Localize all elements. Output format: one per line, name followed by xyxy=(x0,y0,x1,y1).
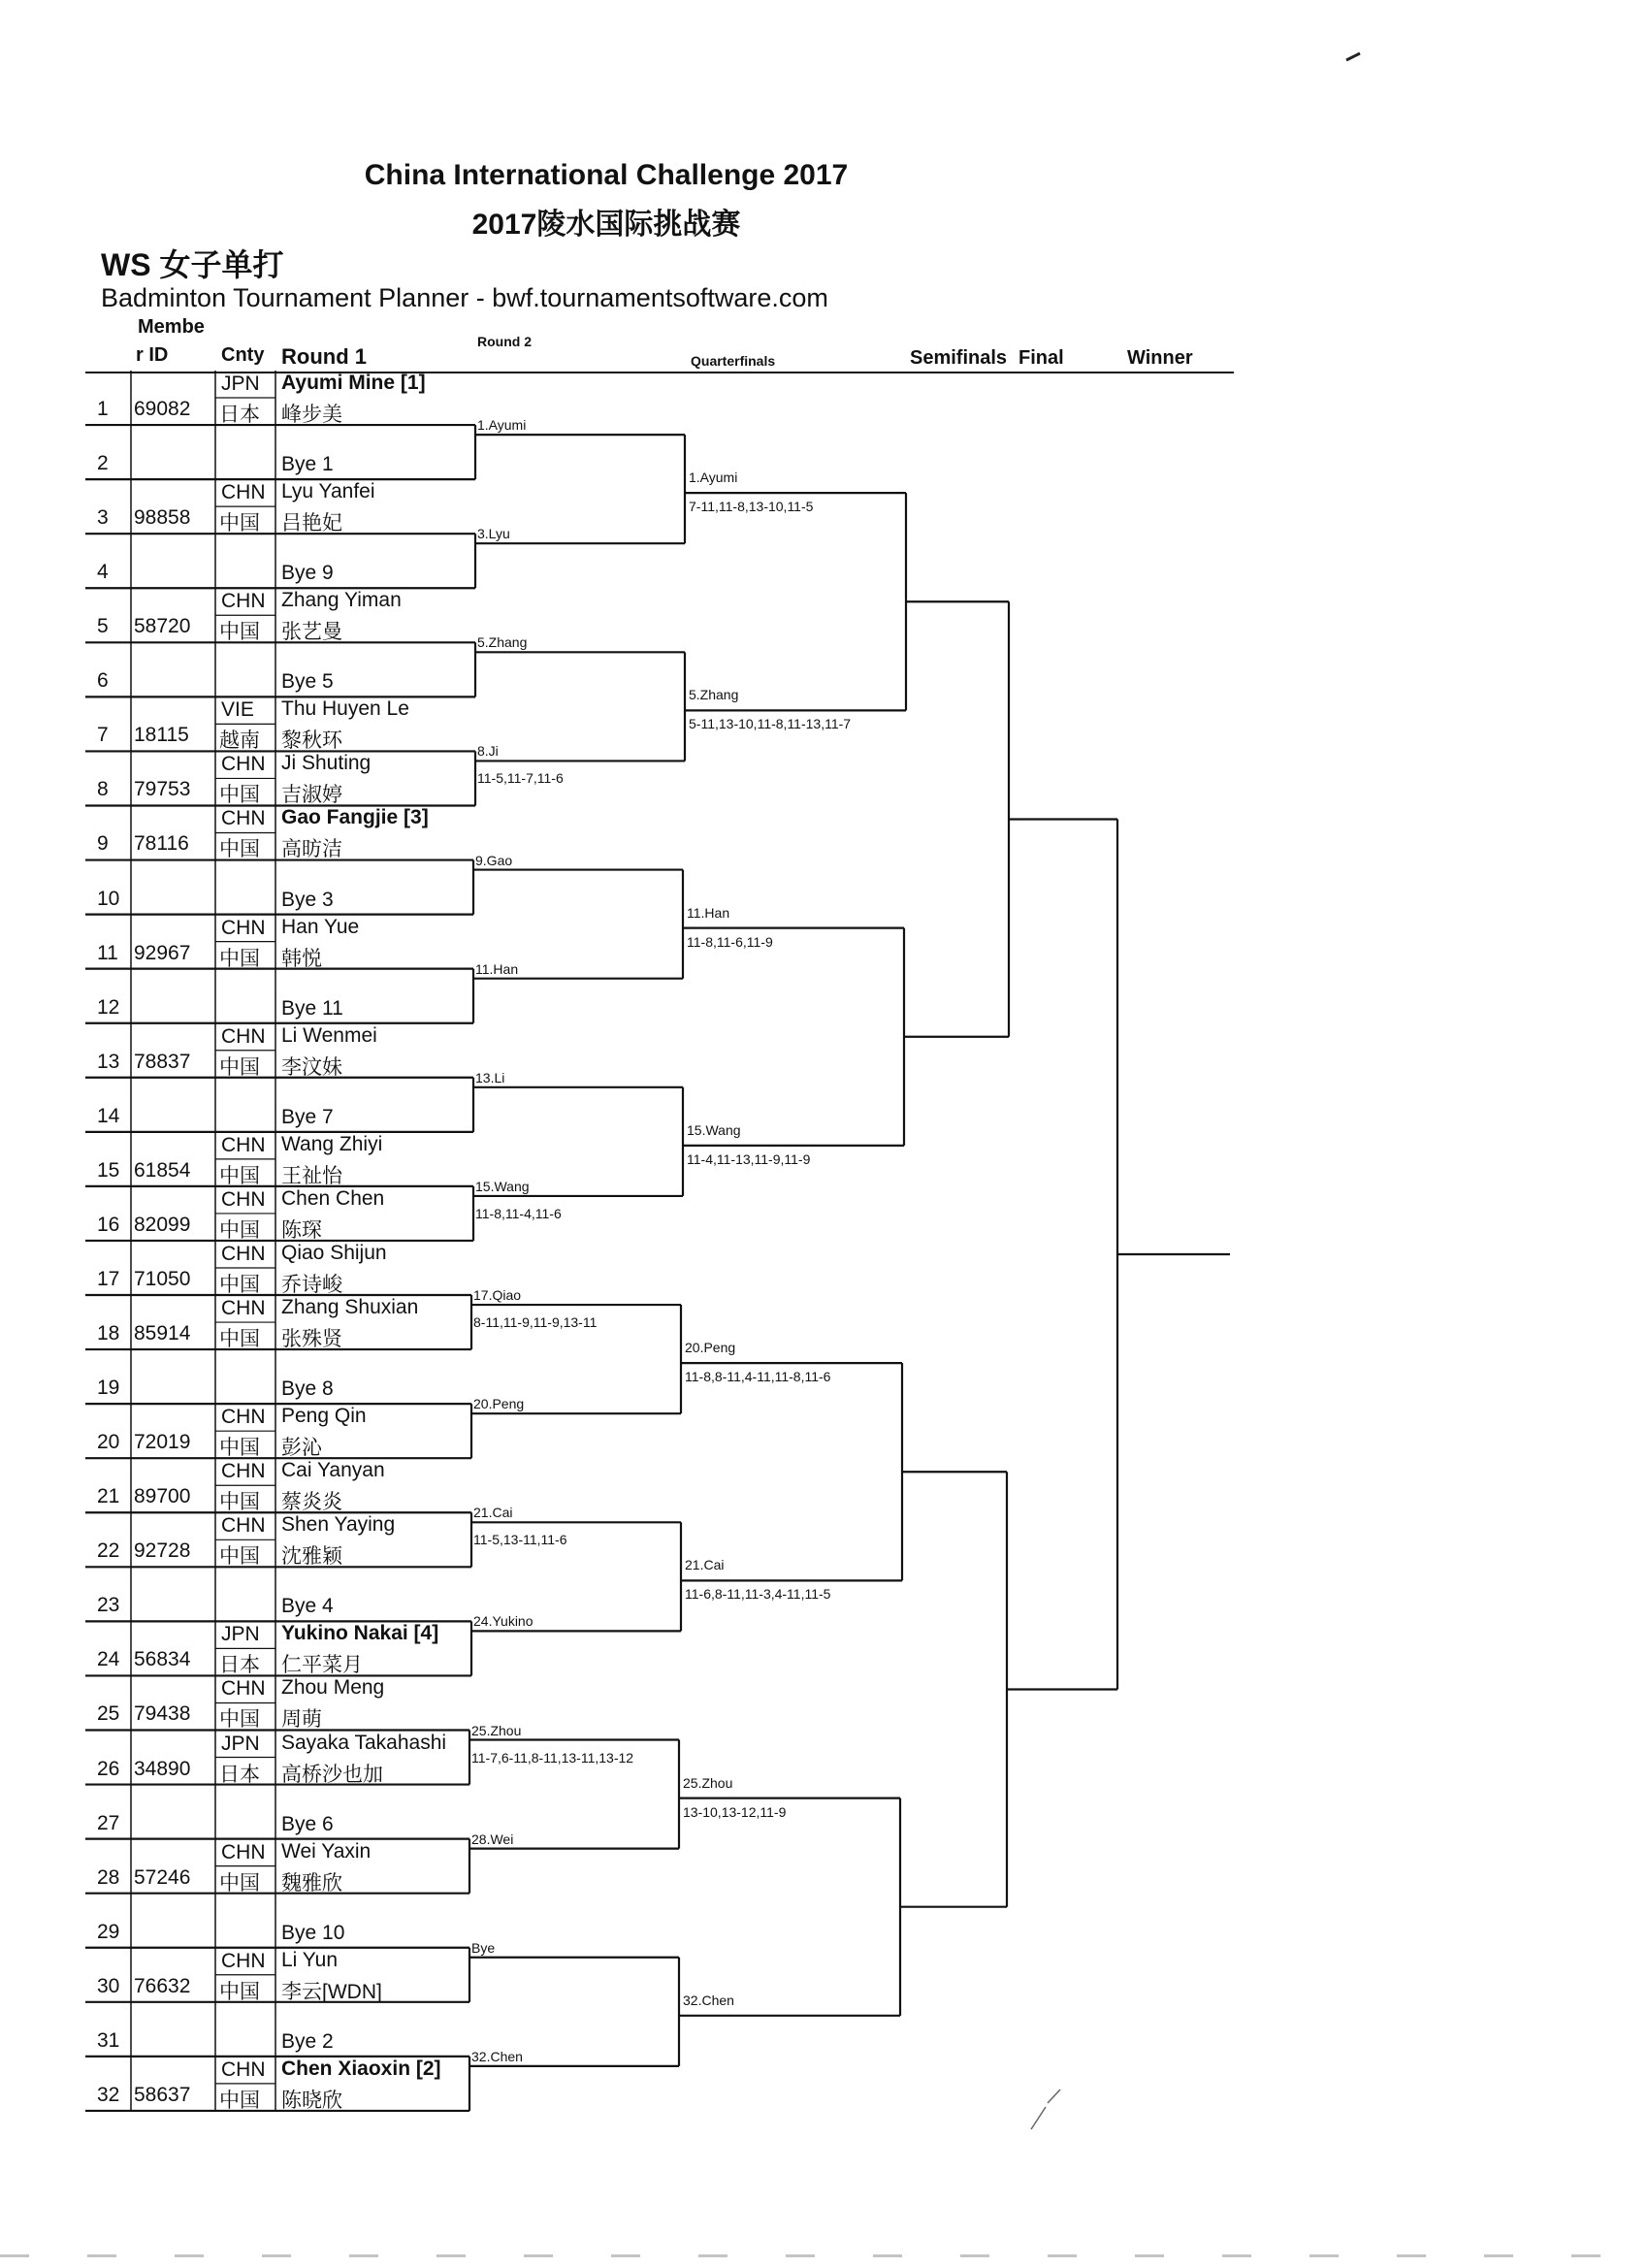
member-id: 58720 xyxy=(134,615,191,638)
quarterfinal-score: 11-8,8-11,4-11,11-8,11-6 xyxy=(685,1369,831,1385)
country-code: CHN xyxy=(221,1949,266,1972)
draw-position: 21 xyxy=(97,1485,120,1508)
draw-position: 5 xyxy=(97,615,109,638)
player-name: Cai Yanyan xyxy=(281,1459,385,1482)
member-id: 89700 xyxy=(134,1485,191,1508)
country-code-chinese: 中国 xyxy=(219,838,260,861)
country-code-chinese: 日本 xyxy=(219,1763,260,1786)
draw-position: 11 xyxy=(97,941,118,964)
round2-winner: 13.Li xyxy=(475,1069,505,1085)
quarterfinal-winner: 25.Zhou xyxy=(683,1774,733,1791)
draw-position: 14 xyxy=(97,1104,120,1127)
player-name-chinese: 李云[WDN] xyxy=(281,1980,382,2003)
player-name-chinese: 吕艳妃 xyxy=(281,512,342,535)
round2-score: 11-8,11-4,11-6 xyxy=(475,1205,562,1221)
member-id: 79438 xyxy=(134,1702,191,1726)
member-id: 78116 xyxy=(134,832,189,856)
country-code-chinese: 中国 xyxy=(219,1491,260,1514)
country-code: CHN xyxy=(221,1460,266,1483)
player-name: Qiao Shijun xyxy=(281,1241,387,1264)
country-code: CHN xyxy=(221,807,266,830)
draw-position: 20 xyxy=(97,1431,120,1454)
player-name: Gao Fangjie [3] xyxy=(281,806,429,829)
country-code-chinese: 中国 xyxy=(219,1545,260,1569)
player-name: Yukino Nakai [4] xyxy=(281,1622,439,1645)
country-code-chinese: 中国 xyxy=(219,1437,260,1460)
player-name-chinese: 吉淑婷 xyxy=(281,784,342,807)
country-code: CHN xyxy=(221,1297,266,1320)
round2-winner: 32.Chen xyxy=(471,2048,523,2064)
player-name-chinese: 韩悦 xyxy=(281,947,322,970)
player-name: Sayaka Takahashi xyxy=(281,1731,447,1754)
player-name: Zhang Yiman xyxy=(281,589,402,612)
member-id: 71050 xyxy=(134,1267,191,1290)
member-id: 98858 xyxy=(134,506,191,530)
round2-winner: 3.Lyu xyxy=(477,526,510,542)
member-id: 34890 xyxy=(134,1757,191,1780)
quarterfinal-score: 11-8,11-6,11-9 xyxy=(687,933,773,950)
country-code-chinese: 中国 xyxy=(219,621,260,644)
event-label: WS 女子单打 xyxy=(101,247,284,282)
country-code: CHN xyxy=(221,1406,266,1429)
player-name-chinese: Bye 7 xyxy=(281,1105,334,1128)
draw-position: 29 xyxy=(97,1920,120,1943)
round2-score: 8-11,11-9,11-9,13-11 xyxy=(473,1314,598,1331)
player-name-chinese: 峰步美 xyxy=(281,404,342,426)
round2-winner: 20.Peng xyxy=(473,1396,525,1412)
country-code: CHN xyxy=(221,481,266,504)
scan-mark xyxy=(1026,2086,1065,2134)
country-code-chinese: 中国 xyxy=(219,1218,260,1242)
player-name: Thu Huyen Le xyxy=(281,697,409,721)
quarterfinal-score: 11-4,11-13,11-9,11-9 xyxy=(687,1150,811,1167)
semifinals-header: Semifinals xyxy=(910,347,1008,369)
country-code: CHN xyxy=(221,1677,266,1701)
player-name-chinese: 黎秋环 xyxy=(281,729,342,753)
country-code: JPN xyxy=(221,1623,260,1646)
quarterfinal-winner: 1.Ayumi xyxy=(689,470,738,486)
player-name-chinese: Bye 10 xyxy=(281,1921,345,1944)
player-name-chinese: 彭沁 xyxy=(281,1437,322,1460)
player-name-chinese: 张殊贤 xyxy=(281,1328,342,1351)
country-code-chinese: 中国 xyxy=(219,1273,260,1296)
member-id: 78837 xyxy=(134,1050,191,1073)
player-name-chinese: 陈晓欣 xyxy=(281,2089,342,2112)
draw-position: 28 xyxy=(97,1865,120,1889)
country-code-chinese: 中国 xyxy=(219,2089,260,2112)
member-id: 72019 xyxy=(134,1431,191,1454)
country-code: JPN xyxy=(221,1732,260,1755)
round2-winner: 11.Han xyxy=(475,960,519,977)
player-name-chinese: Bye 4 xyxy=(281,1595,334,1618)
player-name: Wang Zhiyi xyxy=(281,1132,383,1155)
player-name: Peng Qin xyxy=(281,1405,367,1428)
round2-score: 11-7,6-11,8-11,13-11,13-12 xyxy=(471,1749,634,1766)
player-name-chinese: 蔡炎炎 xyxy=(281,1491,342,1514)
quarterfinal-score: 13-10,13-12,11-9 xyxy=(683,1803,787,1820)
member-id-header-top: Membe xyxy=(138,316,205,338)
round2-winner: 1.Ayumi xyxy=(477,417,527,434)
round1-header: Round 1 xyxy=(281,344,367,369)
country-code: VIE xyxy=(221,698,254,722)
round2-winner: 5.Zhang xyxy=(477,634,528,651)
player-name-chinese: 仁平菜月 xyxy=(281,1654,363,1677)
member-id: 92967 xyxy=(134,941,191,964)
member-id: 92728 xyxy=(134,1539,191,1563)
player-name: Chen Xiaoxin [2] xyxy=(281,2057,441,2080)
country-code: CHN xyxy=(221,916,266,939)
player-name-chinese: Bye 9 xyxy=(281,562,334,585)
scan-mark xyxy=(1344,50,1364,64)
round2-winner: 24.Yukino xyxy=(473,1613,534,1630)
country-code-chinese: 中国 xyxy=(219,1055,260,1079)
country-code-chinese: 中国 xyxy=(219,1871,260,1895)
draw-position: 8 xyxy=(97,778,109,801)
quarterfinal-winner: 15.Wang xyxy=(687,1121,741,1138)
country-code-chinese: 中国 xyxy=(219,1164,260,1187)
player-name: Ji Shuting xyxy=(281,752,372,775)
final-header: Final xyxy=(1018,347,1064,369)
draw-position: 4 xyxy=(97,561,109,584)
round2-winner: 25.Zhou xyxy=(471,1722,522,1738)
draw-position: 30 xyxy=(97,1974,120,1997)
country-header: Cnty xyxy=(221,344,265,366)
round2-winner: Bye xyxy=(471,1939,496,1956)
draw-position: 25 xyxy=(97,1702,120,1726)
draw-position: 32 xyxy=(97,2083,120,2106)
tournament-title: China International Challenge 2017 xyxy=(364,159,849,191)
round2-winner: 8.Ji xyxy=(477,743,499,760)
player-name-chinese: 张艺曼 xyxy=(281,621,342,644)
country-code: CHN xyxy=(221,590,266,613)
draw-position: 9 xyxy=(97,832,109,856)
draw-position: 24 xyxy=(97,1648,120,1671)
draw-position: 16 xyxy=(97,1213,120,1236)
country-code-chinese: 中国 xyxy=(219,1708,260,1732)
country-code: CHN xyxy=(221,1133,266,1156)
country-code-chinese: 越南 xyxy=(219,729,260,753)
scan-edge xyxy=(0,2254,1649,2257)
player-name-chinese: Bye 1 xyxy=(281,453,334,476)
draw-position: 15 xyxy=(97,1158,120,1182)
player-name: Li Wenmei xyxy=(281,1023,377,1047)
country-code-chinese: 中国 xyxy=(219,1980,260,2003)
draw-position: 3 xyxy=(97,506,109,530)
country-code: CHN xyxy=(221,1242,266,1265)
player-name: Shen Yaying xyxy=(281,1513,396,1537)
quarterfinal-score: 11-6,8-11,11-3,4-11,11-5 xyxy=(685,1586,831,1603)
player-name: Lyu Yanfei xyxy=(281,480,375,503)
player-name-chinese: 乔诗峻 xyxy=(281,1273,342,1296)
player-name: Ayumi Mine [1] xyxy=(281,372,426,394)
winner-header: Winner xyxy=(1127,347,1193,369)
member-id: 57246 xyxy=(134,1865,191,1889)
draw-position: 13 xyxy=(97,1050,120,1073)
draw-position: 1 xyxy=(97,398,109,420)
round2-header: Round 2 xyxy=(477,334,532,349)
member-id: 58637 xyxy=(134,2083,191,2106)
quarterfinal-score: 7-11,11-8,13-10,11-5 xyxy=(689,499,814,515)
member-id: 61854 xyxy=(134,1158,191,1182)
player-name: Wei Yaxin xyxy=(281,1839,372,1863)
player-name: Han Yue xyxy=(281,915,360,938)
player-name-chinese: Bye 6 xyxy=(281,1812,334,1835)
country-code-chinese: 中国 xyxy=(219,784,260,807)
member-id: 76632 xyxy=(134,1974,191,1997)
country-code: CHN xyxy=(221,1514,266,1538)
quarterfinal-winner: 11.Han xyxy=(687,904,730,921)
player-name: Zhang Shuxian xyxy=(281,1296,419,1319)
draw-position: 19 xyxy=(97,1377,120,1400)
member-id: 82099 xyxy=(134,1213,191,1236)
player-name-chinese: Bye 11 xyxy=(281,996,343,1020)
quarterfinal-winner: 20.Peng xyxy=(685,1340,736,1356)
tournament-title-chinese: 2017陵水国际挑战赛 xyxy=(471,209,741,241)
player-name: Chen Chen xyxy=(281,1186,385,1210)
draw-position: 2 xyxy=(97,452,109,475)
member-id: 69082 xyxy=(134,398,191,420)
round2-score: 11-5,13-11,11-6 xyxy=(473,1532,567,1548)
draw-position: 17 xyxy=(97,1267,120,1290)
country-code-chinese: 中国 xyxy=(219,1328,260,1351)
draw-position: 31 xyxy=(97,2028,120,2052)
draw-position: 23 xyxy=(97,1594,120,1617)
country-code: CHN xyxy=(221,753,266,776)
country-code: CHN xyxy=(221,1024,266,1048)
draw-position: 10 xyxy=(97,887,120,910)
draw-position: 6 xyxy=(97,669,109,693)
draw-position: 18 xyxy=(97,1322,120,1345)
round2-score: 11-5,11-7,11-6 xyxy=(477,770,564,787)
player-name-chinese: 陈琛 xyxy=(281,1218,322,1242)
country-code-chinese: 日本 xyxy=(219,404,260,426)
planner-source: Badminton Tournament Planner - bwf.tournamentsoftware.com xyxy=(101,283,828,312)
quarterfinal-winner: 5.Zhang xyxy=(689,687,739,703)
player-name-chinese: 魏雅欣 xyxy=(281,1871,342,1895)
player-name-chinese: Bye 3 xyxy=(281,888,334,911)
player-name-chinese: 周萌 xyxy=(281,1708,322,1732)
player-name-chinese: 高昉洁 xyxy=(281,838,342,861)
player-name: Zhou Meng xyxy=(281,1676,385,1700)
round2-winner: 9.Gao xyxy=(475,852,513,868)
member-id-header-bottom: r ID xyxy=(136,344,169,366)
country-code-chinese: 中国 xyxy=(219,512,260,535)
quarterfinal-score: 5-11,13-10,11-8,11-13,11-7 xyxy=(689,716,852,732)
player-name-chinese: 李汶妹 xyxy=(281,1055,342,1079)
quarterfinal-winner: 21.Cai xyxy=(685,1557,725,1573)
player-name-chinese: 王祉怡 xyxy=(281,1164,342,1187)
draw-position: 27 xyxy=(97,1811,120,1834)
member-id: 85914 xyxy=(134,1322,191,1345)
player-name-chinese: 高桥沙也加 xyxy=(281,1763,383,1786)
member-id: 79753 xyxy=(134,778,191,801)
player-name: Li Yun xyxy=(281,1948,339,1971)
member-id: 56834 xyxy=(134,1648,191,1671)
round2-winner: 21.Cai xyxy=(473,1505,513,1521)
country-code: CHN xyxy=(221,1187,266,1211)
country-code: JPN xyxy=(221,373,260,395)
player-name-chinese: Bye 2 xyxy=(281,2029,334,2053)
round2-winner: 28.Wei xyxy=(471,1831,514,1847)
round2-winner: 15.Wang xyxy=(475,1178,530,1194)
country-code: CHN xyxy=(221,1840,266,1863)
player-name-chinese: Bye 8 xyxy=(281,1377,334,1401)
quarterfinals-header: Quarterfinals xyxy=(691,353,776,369)
country-code: CHN xyxy=(221,2057,266,2081)
player-name-chinese: 沈雅颖 xyxy=(281,1545,342,1569)
country-code-chinese: 日本 xyxy=(219,1654,260,1677)
draw-position: 7 xyxy=(97,724,109,747)
draw-position: 22 xyxy=(97,1539,120,1563)
player-name-chinese: Bye 5 xyxy=(281,670,334,694)
round2-winner: 17.Qiao xyxy=(473,1287,522,1304)
draw-position: 12 xyxy=(97,995,120,1019)
country-code-chinese: 中国 xyxy=(219,947,260,970)
quarterfinal-winner: 32.Chen xyxy=(683,1992,734,2008)
member-id: 18115 xyxy=(134,724,189,747)
draw-position: 26 xyxy=(97,1757,120,1780)
